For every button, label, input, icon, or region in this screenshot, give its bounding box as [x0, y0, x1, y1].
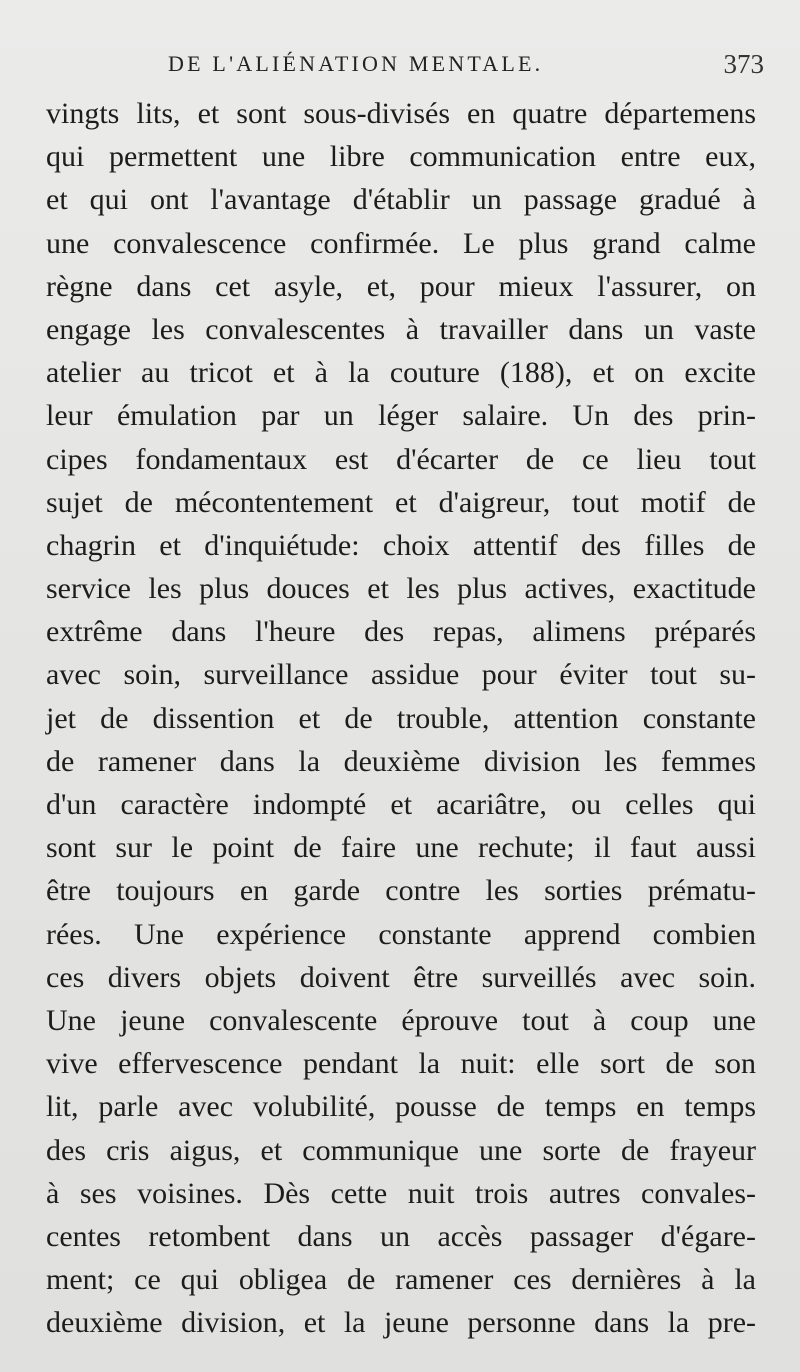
text-line: avec soin, surveillance assidue pour éviter tout su-	[46, 658, 756, 692]
text-line: qui permettent une libre communication entre eux,	[46, 140, 756, 174]
text-line: jet de dissention et de trouble, attention constante	[46, 701, 756, 735]
text-line: sont sur le point de faire une rechute; il faut aussi	[46, 831, 756, 865]
text-line: de ramener dans la deuxième division les femmes	[46, 744, 756, 778]
text-line: cipes fondamentaux est d'écarter de ce lieu tout	[46, 442, 756, 476]
text-line: vingts lits, et sont sous-divisés en quatre départemens	[46, 97, 756, 130]
text-line: chagrin et d'inquiétude: choix attentif des filles de	[46, 528, 756, 562]
text-line: deuxième division, et la jeune personne dans la pre-	[46, 1306, 756, 1340]
text-line: engage les convalescentes à travailler dans un vaste	[46, 312, 756, 346]
text-line: service les plus douces et les plus actives, exactitude	[46, 572, 756, 606]
text-line: à ses voisines. Dès cette nuit trois autres convales-	[46, 1176, 756, 1210]
text-line: Une jeune convalescente éprouve tout à coup une	[46, 1003, 756, 1037]
text-line: et qui ont l'avantage d'établir un passage gradué à	[46, 183, 756, 217]
text-line: sujet de mécontentement et d'aigreur, tout motif de	[46, 485, 756, 519]
text-line: leur émulation par un léger salaire. Un des prin-	[46, 399, 756, 433]
text-line: ment; ce qui obligea de ramener ces dernières à la	[46, 1263, 756, 1297]
body-text	[46, 92, 756, 1344]
text-line: être toujours en garde contre les sorties prématu-	[46, 874, 756, 908]
text-line: règne dans cet asyle, et, pour mieux l'assurer, on	[46, 269, 756, 303]
page-number: 373	[723, 49, 764, 79]
text-line: lit, parle avec volubilité, pousse de temps en temps	[46, 1090, 756, 1124]
text-line: rées. Une expérience constante apprend combien	[46, 917, 756, 951]
text-line: atelier au tricot et à la couture (188), et on excite	[46, 356, 756, 390]
text-line: centes retombent dans un accès passager d'égare-	[46, 1219, 756, 1253]
running-header	[0, 44, 800, 84]
text-line: ces divers objets doivent être surveillés avec soin.	[46, 960, 756, 994]
text-line: des cris aigus, et communique une sorte de frayeur	[46, 1133, 756, 1167]
text-line: d'un caractère indompté et acariâtre, ou celles qui	[46, 788, 756, 821]
running-title: DE L'ALIÉNATION MENTALE.	[168, 51, 544, 76]
text-line: une convalescence confirmée. Le plus grand calme	[46, 226, 756, 260]
text-line: extrême dans l'heure des repas, alimens préparés	[46, 615, 756, 649]
text-line: vive effervescence pendant la nuit: elle sort de son	[46, 1047, 756, 1081]
